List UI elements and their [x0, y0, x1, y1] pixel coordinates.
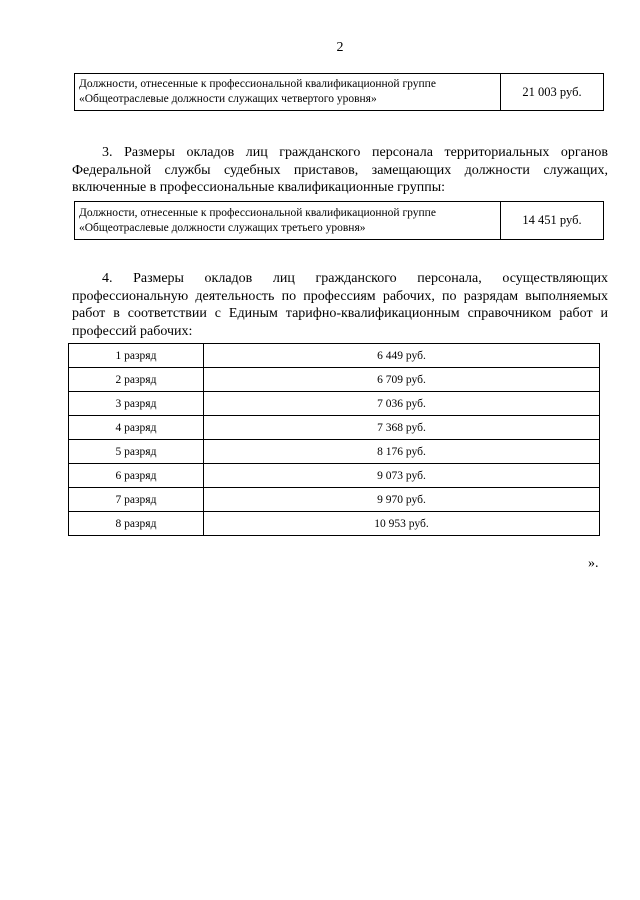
- grade-salary-table: [68, 343, 600, 536]
- closing-quote-mark: ».: [588, 556, 599, 571]
- grade-amount-cell: 6 449 руб.: [204, 344, 600, 368]
- table-row: [75, 202, 604, 240]
- grade-amount-cell: 7 368 руб.: [204, 416, 600, 440]
- group-description-line: «Общеотраслевые должности служащих третьего уровня»: [79, 221, 366, 234]
- table-row: [75, 74, 604, 111]
- grade-amount-cell: 7 036 руб.: [204, 392, 600, 416]
- grade-cell: 1 разряд: [69, 344, 204, 368]
- table-row: [69, 392, 600, 416]
- table-row: [69, 440, 600, 464]
- grade-cell: 7 разряд: [69, 488, 204, 512]
- grade-cell: 3 разряд: [69, 392, 204, 416]
- group-salary-amount: 14 451 руб.: [501, 202, 604, 240]
- grade-cell: 2 разряд: [69, 368, 204, 392]
- grade-cell: 4 разряд: [69, 416, 204, 440]
- table-row: [69, 416, 600, 440]
- grade-amount-cell: 6 709 руб.: [204, 368, 600, 392]
- qualification-group-table-3rd-level: [74, 201, 604, 240]
- table-row: [69, 368, 600, 392]
- page-number: 2: [336, 40, 344, 55]
- grade-cell: 8 разряд: [69, 512, 204, 536]
- group-description-line: Должности, отнесенные к профессиональной квалификационной группе: [79, 78, 436, 90]
- table-row: [69, 488, 600, 512]
- grade-amount-cell: 9 970 руб.: [204, 488, 600, 512]
- paragraph-3: 3. Размеры окладов лиц гражданского персонала территориальных органов Федеральной службы судебных приставов, замещающих должности служащих, включенные в профессиональные квалификационные группы:: [72, 145, 608, 195]
- group-description-line: «Общеотраслевые должности служащих четвертого уровня»: [79, 93, 377, 105]
- grade-amount-cell: 10 953 руб.: [204, 512, 600, 536]
- table-row: [69, 464, 600, 488]
- qualification-group-table-4th-level: [74, 73, 604, 111]
- group-description: [75, 202, 501, 240]
- grade-cell: 5 разряд: [69, 440, 204, 464]
- grade-amount-cell: 8 176 руб.: [204, 440, 600, 464]
- grade-amount-cell: 9 073 руб.: [204, 464, 600, 488]
- group-salary-amount: 21 003 руб.: [501, 74, 604, 111]
- group-description: [75, 74, 501, 111]
- paragraph-4: 4. Размеры окладов лиц гражданского персонала, осуществляющих профессиональную деятельность по профессиям рабочих, по разрядам выполняемых работ в соответствии с Единым тарифно-квалификационным справочником работ и профессий рабочих:: [72, 271, 608, 339]
- table-row: [69, 344, 600, 368]
- group-description-line: Должности, отнесенные к профессиональной квалификационной группе: [79, 206, 436, 219]
- grade-cell: 6 разряд: [69, 464, 204, 488]
- table-row: [69, 512, 600, 536]
